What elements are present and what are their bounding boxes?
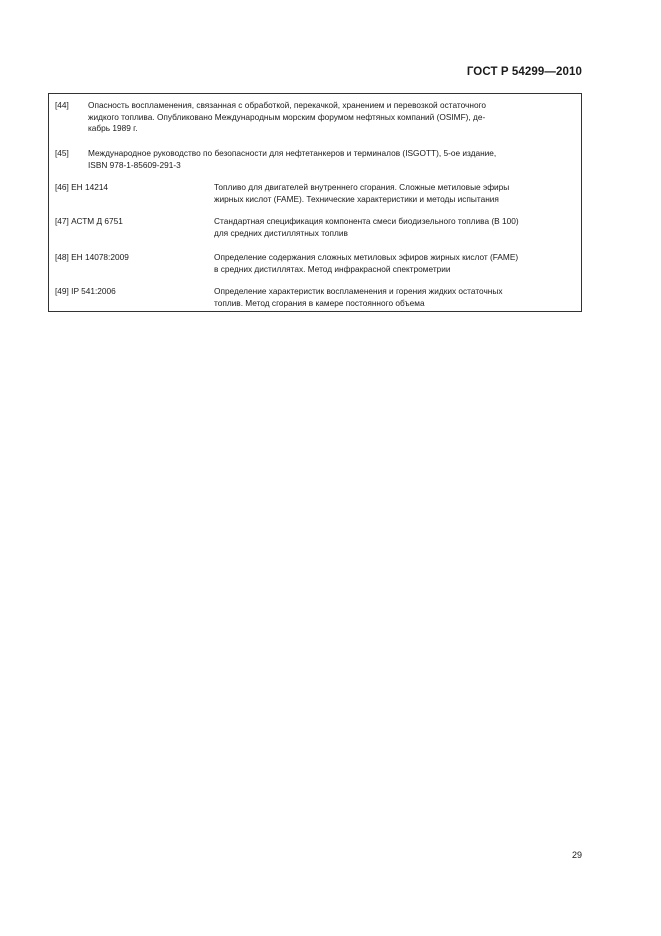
reference-number: [45] — [55, 148, 69, 158]
reference-line: для средних дистиллятных топлив — [214, 227, 348, 238]
reference-line: Определение содержания сложных метиловых эфиров жирных кислот (FAME) — [214, 252, 519, 262]
reference-line: в средних дистиллятах. Метод инфракрасной спектрометрии — [214, 263, 451, 274]
reference-code: [48] ЕН 14078:2009 — [55, 252, 129, 262]
reference-line: кабрь 1989 г. — [88, 123, 138, 133]
reference-text — [214, 286, 578, 309]
page-number: 29 — [571, 850, 582, 860]
reference-code: [49] IP 541:2006 — [55, 286, 116, 296]
reference-48 — [55, 252, 578, 276]
reference-49 — [55, 286, 578, 310]
reference-45 — [55, 148, 578, 172]
reference-text — [88, 100, 578, 135]
reference-line: Международное руководство по безопасности для нефтетанкеров и терминалов (ISGOTT), 5-ое издание, — [88, 148, 497, 158]
reference-46 — [55, 182, 578, 206]
bibliography-frame — [48, 93, 582, 312]
reference-code: [47] АСТМ Д 6751 — [55, 216, 123, 226]
reference-text — [88, 148, 578, 171]
reference-line: Определение характеристик воспламенения и горения жидких остаточных — [214, 286, 503, 296]
reference-text — [214, 216, 578, 239]
reference-44 — [55, 100, 578, 136]
reference-line: топлив. Метод сгорания в камере постоянного объема — [214, 297, 425, 308]
reference-line: Топливо для двигателей внутреннего сгорания. Сложные метиловые эфиры — [214, 182, 510, 192]
reference-47 — [55, 216, 578, 240]
reference-code: [46] ЕН 14214 — [55, 182, 109, 192]
reference-line: Опасность воспламенения, связанная с обработкой, перекачкой, хранением и перевозкой остаточного — [88, 100, 487, 110]
reference-text — [214, 252, 578, 275]
reference-line: жидкого топлива. Опубликовано Международным морским форумом нефтяных компаний (OSIMF), де- — [88, 111, 486, 122]
reference-line: жирных кислот (FAME). Технические характеристики и методы испытания — [214, 193, 499, 204]
reference-line: ISBN 978-1-85609-291-3 — [88, 159, 181, 170]
reference-line: Стандартная спецификация компонента смеси биодизельного топлива (В 100) — [214, 216, 519, 226]
reference-text — [214, 182, 578, 205]
document-header: ГОСТ Р 54299—2010 — [466, 66, 582, 78]
reference-number: [44] — [55, 100, 69, 110]
